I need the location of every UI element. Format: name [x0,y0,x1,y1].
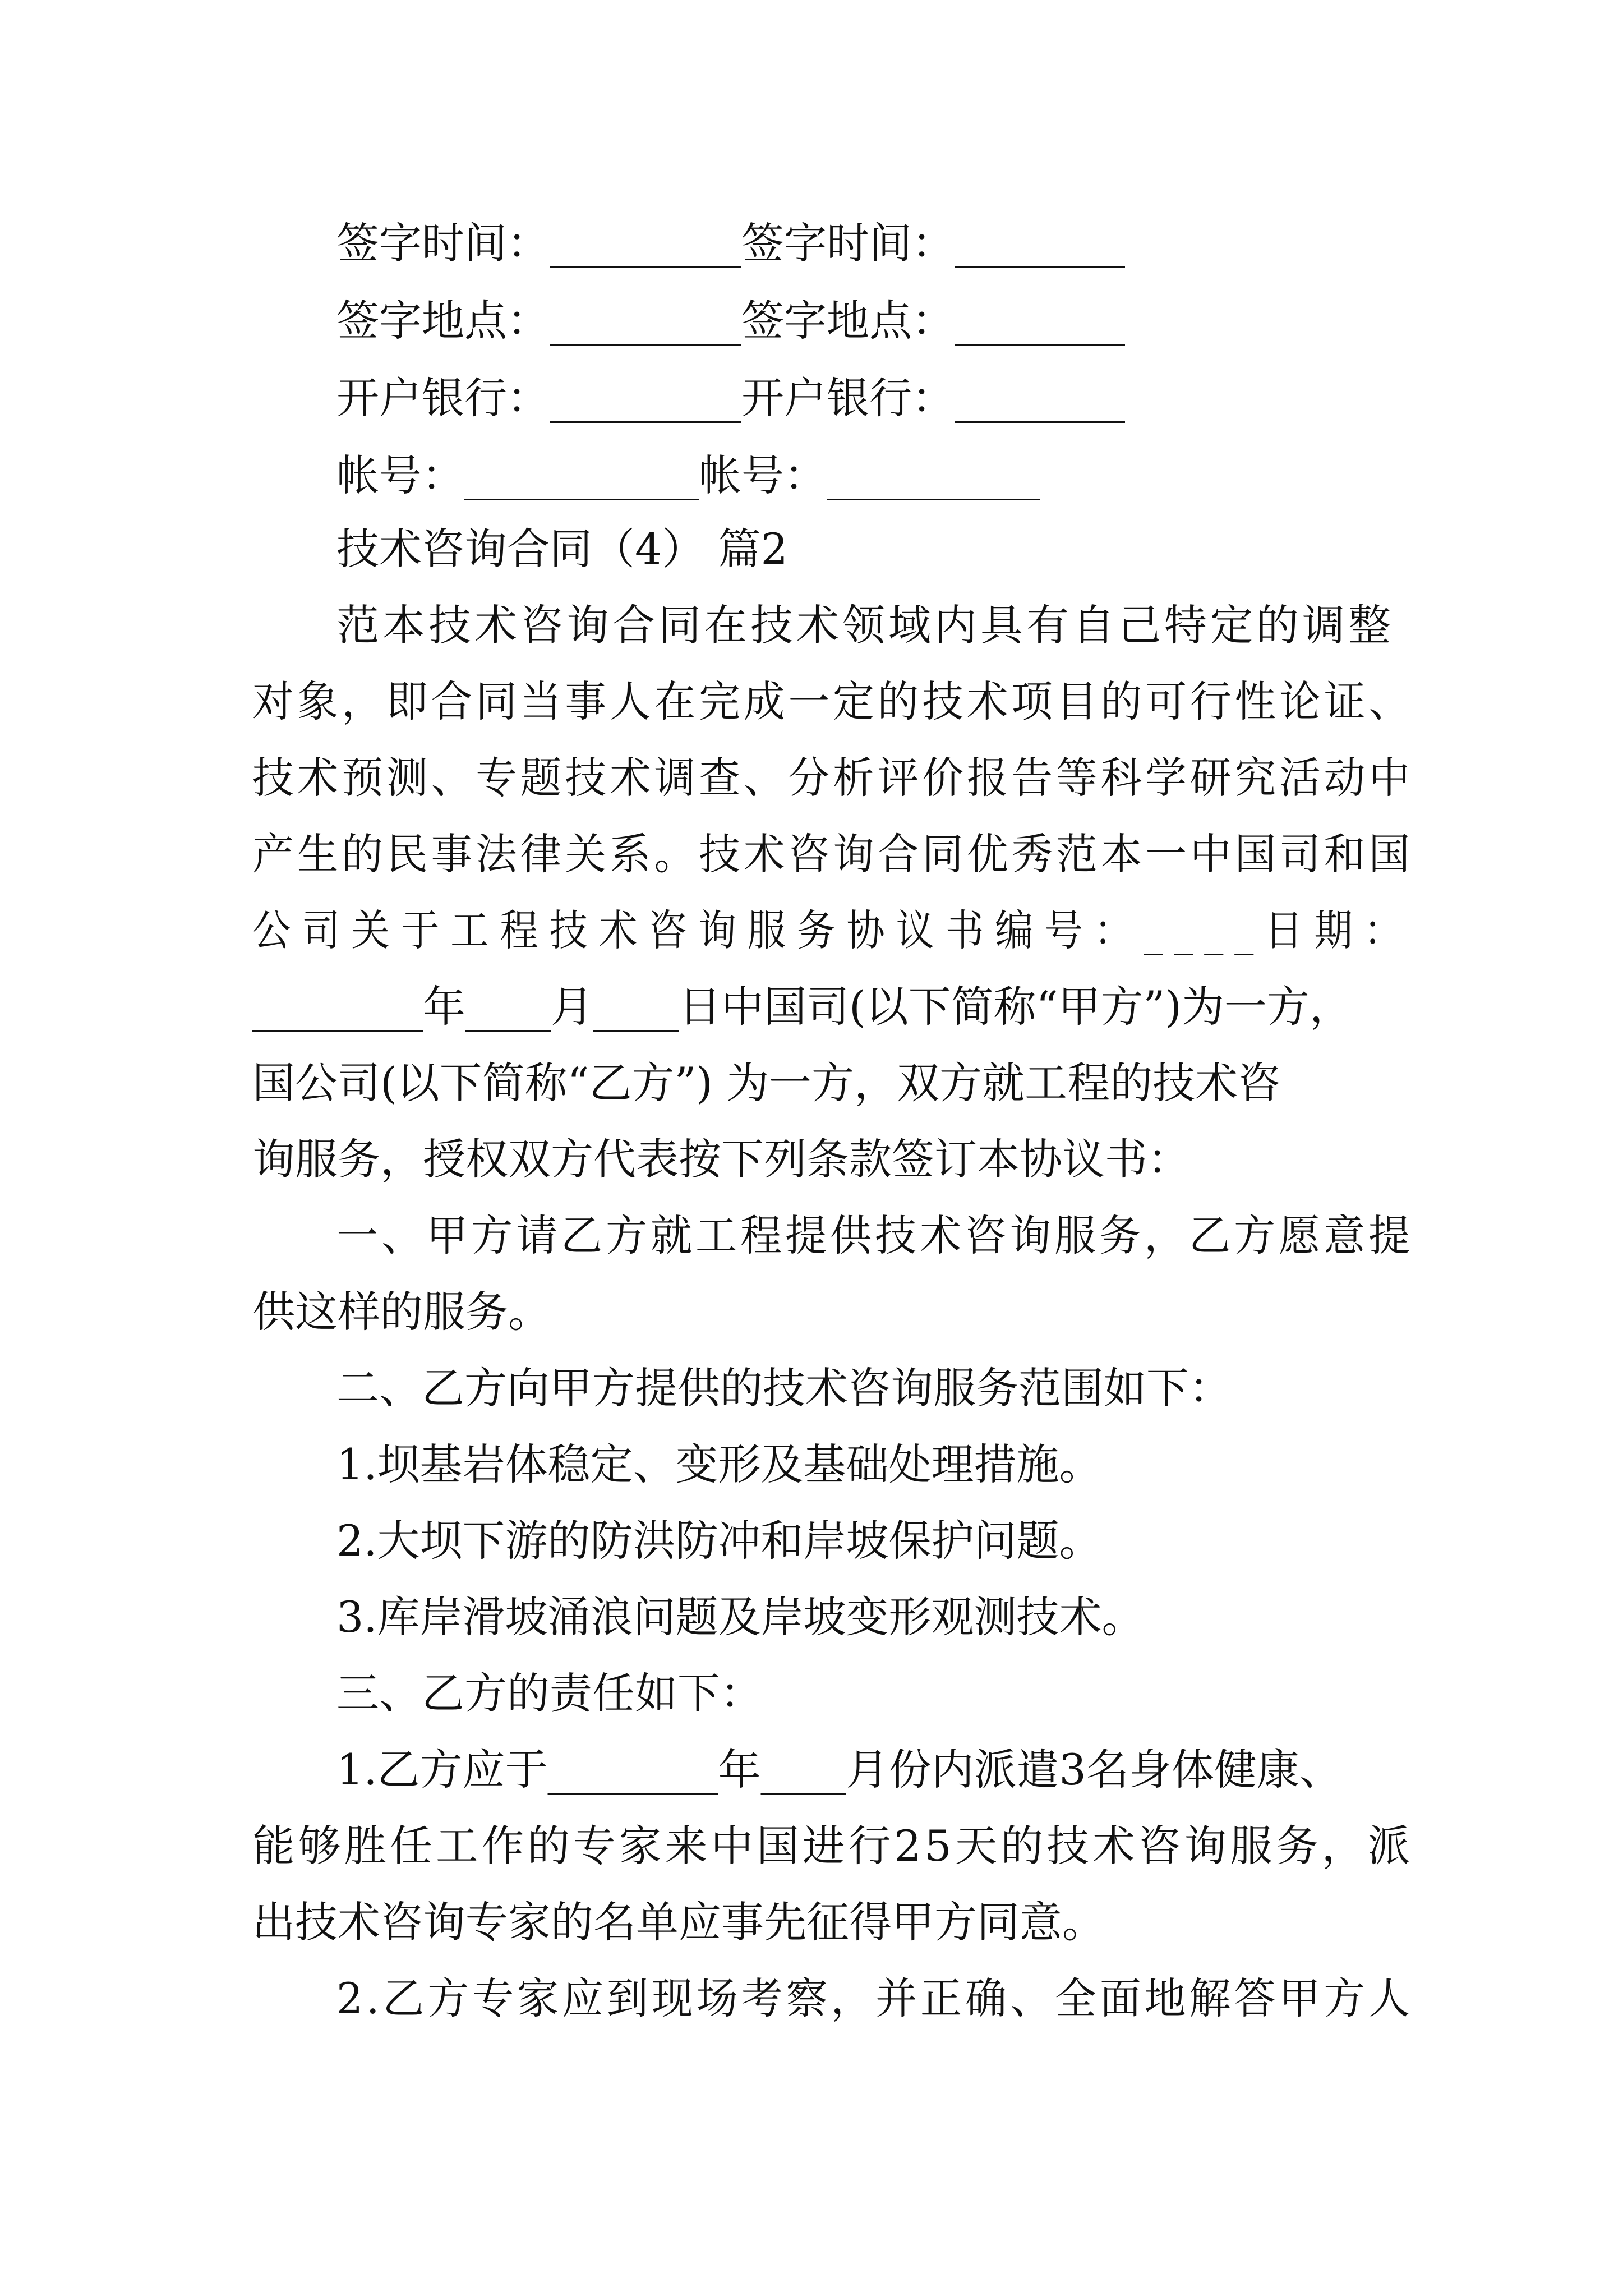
intro-line-3: 技术预测、专题技术调查、分析评价报告等科学研究活动中 [252,753,1413,803]
clause-2-heading: 二、乙方向甲方提供的技术咨询服务范围如下： [336,1363,1232,1413]
clause-3-item-1-line-1: 1.乙方应于________年____月份内派遣3名身体健康、 [336,1745,1342,1795]
clause-3-item-1-line-3: 出技术咨询专家的名单应事先征得甲方同意。 [252,1897,1105,1947]
intro-line-8: 询服务，授权双方代表按下列条款签订本协议书： [252,1134,1190,1184]
clause-2-item-3: 3.库岸滑坡涌浪问题及岸坡变形观测技术。 [336,1592,1145,1642]
clause-1-line-1: 一、甲方请乙方就工程提供技术咨询服务，乙方愿意提 [336,1211,1413,1260]
clause-2-item-2: 2.大坝下游的防洪防冲和岸坡保护问题。 [336,1516,1102,1566]
sign-time-line: 签字时间：_________签字时间：________ [336,218,1125,268]
intro-line-4: 产生的民事法律关系。技术咨询合同优秀范本一中国司和国 [252,829,1413,879]
intro-line-6: ________年____月____日中国司(以下简称“甲方”)为一方， [252,982,1353,1032]
section-title: 技术咨询合同（4） 篇2 [336,524,788,574]
clause-3-item-2-line-1: 2.乙方专家应到现场考察，并正确、全面地解答甲方人 [336,1973,1414,2023]
bank-line: 开户银行：_________开户银行：________ [336,373,1125,423]
intro-line-1: 范本技术咨询合同在技术领域内具有自己特定的调整 [336,600,1394,650]
clause-3-item-1-line-2: 能够胜任工作的专家来中国进行25天的技术咨询服务，派 [252,1821,1414,1871]
intro-line-5: 公司关于工程技术咨询服务协议书编号：____日期： [252,905,1414,955]
intro-line-7: 国公司(以下简称“乙方”) 为一方，双方就工程的技术咨 [252,1058,1281,1108]
account-line: 帐号：___________帐号：__________ [336,450,1040,500]
clause-2-item-1: 1.坝基岩体稳定、变形及基础处理措施。 [336,1439,1102,1489]
sign-place-line: 签字地点：_________签字地点：________ [336,296,1125,346]
clause-1-line-2: 供这样的服务。 [252,1287,551,1337]
clause-3-heading: 三、乙方的责任如下： [336,1668,763,1718]
intro-line-2: 对象，即合同当事人在完成一定的技术项目的可行性论证、 [252,677,1413,726]
